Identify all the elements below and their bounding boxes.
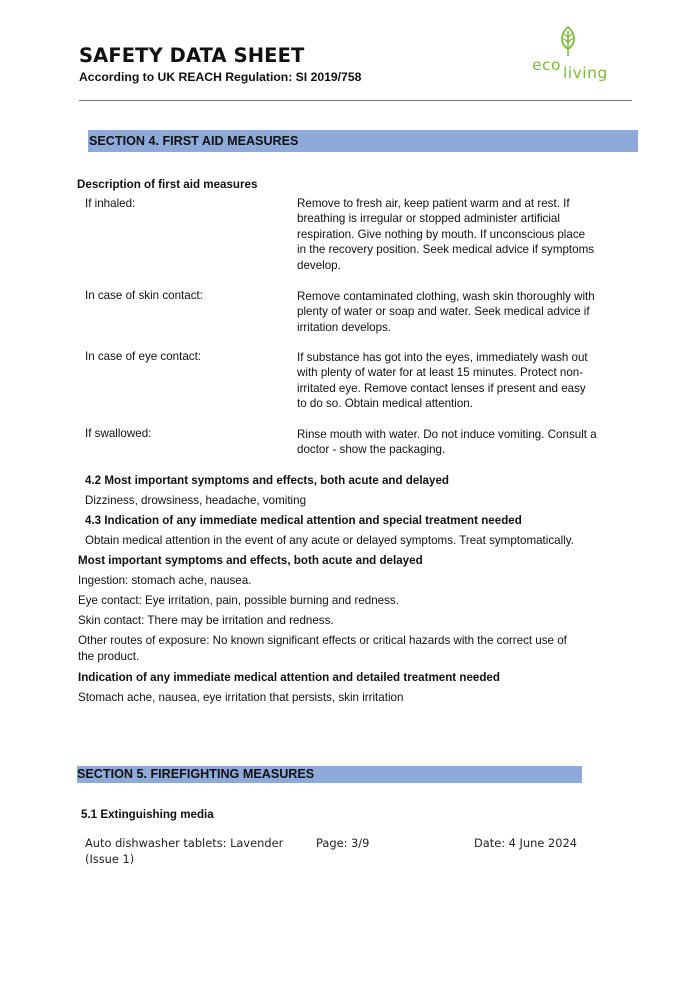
measure-label-swallowed: If swallowed: [85,427,152,440]
indication-heading: Indication of any immediate medical attention and detailed treatment needed [78,671,500,684]
measure-label-skin: In case of skin contact: [85,289,203,302]
footer-date: Date: 4 June 2024 [474,836,577,850]
symptom-item: Skin contact: There may be irritation and redness. [78,614,334,627]
measure-label-eye: In case of eye contact: [85,350,202,363]
subsection-5-1-heading: 5.1 Extinguishing media [81,808,214,821]
symptom-item: Eye contact: Eye irritation, pain, possible burning and redness. [78,594,399,607]
measure-label-inhaled: If inhaled: [85,197,136,210]
symptom-item: Ingestion: stomach ache, nausea. [78,574,252,587]
subsection-4-2-text: Dizziness, drowsiness, headache, vomiting [85,494,307,507]
footer-product: Auto dishwasher tablets: Lavender [85,836,284,850]
symptom-item: Other routes of exposure: No known significant effects or critical hazards with the correct use of the product. [78,634,567,663]
footer-issue: (Issue 1) [85,852,135,866]
description-heading: Description of first aid measures [77,178,258,191]
section-5-heading: SECTION 5. FIREFIGHTING MEASURES [77,766,582,783]
section-4-heading: SECTION 4. FIRST AID MEASURES [88,130,638,152]
leaf-icon [557,26,579,56]
header-divider [79,100,632,101]
subsection-4-2-heading: 4.2 Most important symptoms and effects, both acute and delayed [85,474,449,487]
measure-text-swallowed: Rinse mouth with water. Do not induce vomiting. Consult a doctor - show the packaging. [297,428,597,457]
measure-text-eye: If substance has got into the eyes, immediately wash out with plenty of water for at least 15 minutes. Protect non-irritated eye. Remove contact lenses if present and easy to do so. Obtain medical attention. [297,351,588,411]
footer-page-number: Page: 3/9 [316,836,370,850]
indication-text: Stomach ache, nausea, eye irritation that persists, skin irritation [78,691,404,704]
symptoms-heading: Most important symptoms and effects, both acute and delayed [78,554,423,567]
measure-text-skin: Remove contaminated clothing, wash skin thoroughly with plenty of water or soap and water. Seek medical advice if irritation develops. [297,290,595,334]
ecoliving-logo [530,26,620,88]
logo-text-eco: eco [532,56,562,74]
document-title: SAFETY DATA SHEET [79,44,305,67]
subsection-4-3-text: Obtain medical attention in the event of any acute or delayed symptoms. Treat symptomatically. [85,534,574,547]
measure-text-inhaled: Remove to fresh air, keep patient warm and at rest. If breathing is irregular or stopped administer artificial respiration. Give nothing by mouth. If unconscious place in the recovery position. Seek medical advice if symptoms develop. [297,197,595,272]
document-subtitle: According to UK REACH Regulation: SI 2019/758 [79,70,362,84]
subsection-4-3-heading: 4.3 Indication of any immediate medical attention and special treatment needed [85,514,522,527]
logo-text-living: living [563,64,608,82]
